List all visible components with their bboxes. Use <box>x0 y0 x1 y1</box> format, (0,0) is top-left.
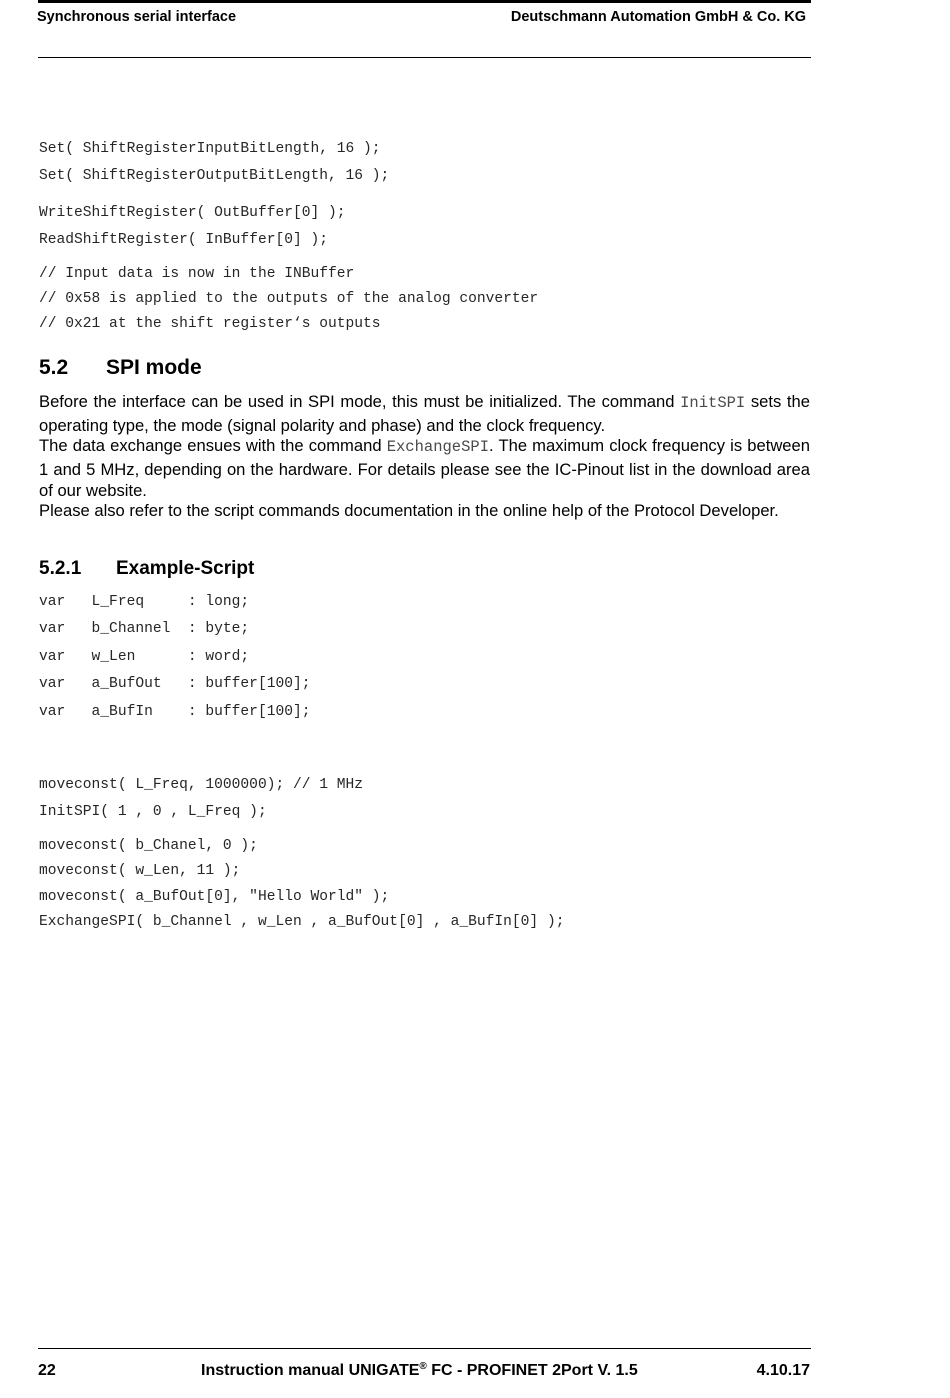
footer-title-rest: FC - PROFINET 2Port V. 1.5 <box>426 1362 638 1379</box>
section-heading <box>39 355 202 381</box>
code-line: moveconst( w_Len, 11 ); <box>39 863 241 879</box>
code-line: moveconst( L_Freq, 1000000); // 1 MHz <box>39 777 364 793</box>
code-line: var a_BufIn : buffer[100]; <box>39 704 311 720</box>
header-rule <box>38 57 811 58</box>
inline-command: InitSPI <box>680 394 746 412</box>
footer-title-text: Instruction manual UNIGATE <box>201 1362 420 1379</box>
header-company-name: Deutschmann Automation GmbH & Co. KG <box>510 9 806 25</box>
footer-rule <box>38 1348 811 1349</box>
code-line: moveconst( b_Chanel, 0 ); <box>39 838 258 854</box>
paragraph-text: . The maximum clock frequency is between 1 and 5 MHz, depending on the hardware. For details please see the IC-Pinout list in the download area of our website. <box>39 436 810 501</box>
body-paragraph <box>39 391 810 436</box>
code-comment: // 0x21 at the shift register‘s outputs <box>39 316 381 332</box>
subsection-number: 5.2.1 <box>39 558 82 579</box>
code-comment: // Input data is now in the INBuffer <box>39 266 355 282</box>
paragraph-text: sets the operating type, the mode (signal polarity and phase) and the clock frequency. <box>39 392 810 435</box>
page-number: 22 <box>38 1362 56 1379</box>
code-line: Set( ShiftRegisterInputBitLength, 16 ); <box>39 141 381 157</box>
footer-document-title <box>201 1361 638 1381</box>
code-line: var b_Channel : byte; <box>39 621 250 637</box>
header-chapter-title: Synchronous serial interface <box>37 9 237 25</box>
section-number: 5.2 <box>39 356 69 379</box>
body-paragraph: Please also refer to the script commands documentation in the online help of the Protocol Developer. <box>39 501 779 520</box>
paragraph-text: Before the interface can be used in SPI mode, this must be initialized. The command <box>39 392 681 411</box>
subsection-title: Example-Script <box>116 558 255 579</box>
code-line: ExchangeSPI( b_Channel , w_Len , a_BufOut[0] , a_BufIn[0] ); <box>39 914 565 930</box>
code-comment: // 0x58 is applied to the outputs of the analog converter <box>39 291 539 307</box>
code-line: InitSPI( 1 , 0 , L_Freq ); <box>39 804 267 820</box>
top-rule <box>38 0 811 3</box>
code-line: ReadShiftRegister( InBuffer[0] ); <box>39 232 329 248</box>
code-line: WriteShiftRegister( OutBuffer[0] ); <box>39 205 346 221</box>
code-line: moveconst( a_BufOut[0], "Hello World" ); <box>39 889 390 905</box>
inline-command: ExchangeSPI <box>386 438 490 456</box>
subsection-heading <box>39 557 254 581</box>
body-paragraph <box>39 435 810 502</box>
code-line: Set( ShiftRegisterOutputBitLength, 16 ); <box>39 168 390 184</box>
section-title: SPI mode <box>106 356 202 379</box>
code-line: var L_Freq : long; <box>39 594 250 610</box>
code-line: var w_Len : word; <box>39 649 250 665</box>
paragraph-text: The data exchange ensues with the command <box>39 436 387 455</box>
registered-mark: ® <box>419 1361 427 1372</box>
footer-date: 4.10.17 <box>756 1362 810 1379</box>
code-line: var a_BufOut : buffer[100]; <box>39 676 311 692</box>
